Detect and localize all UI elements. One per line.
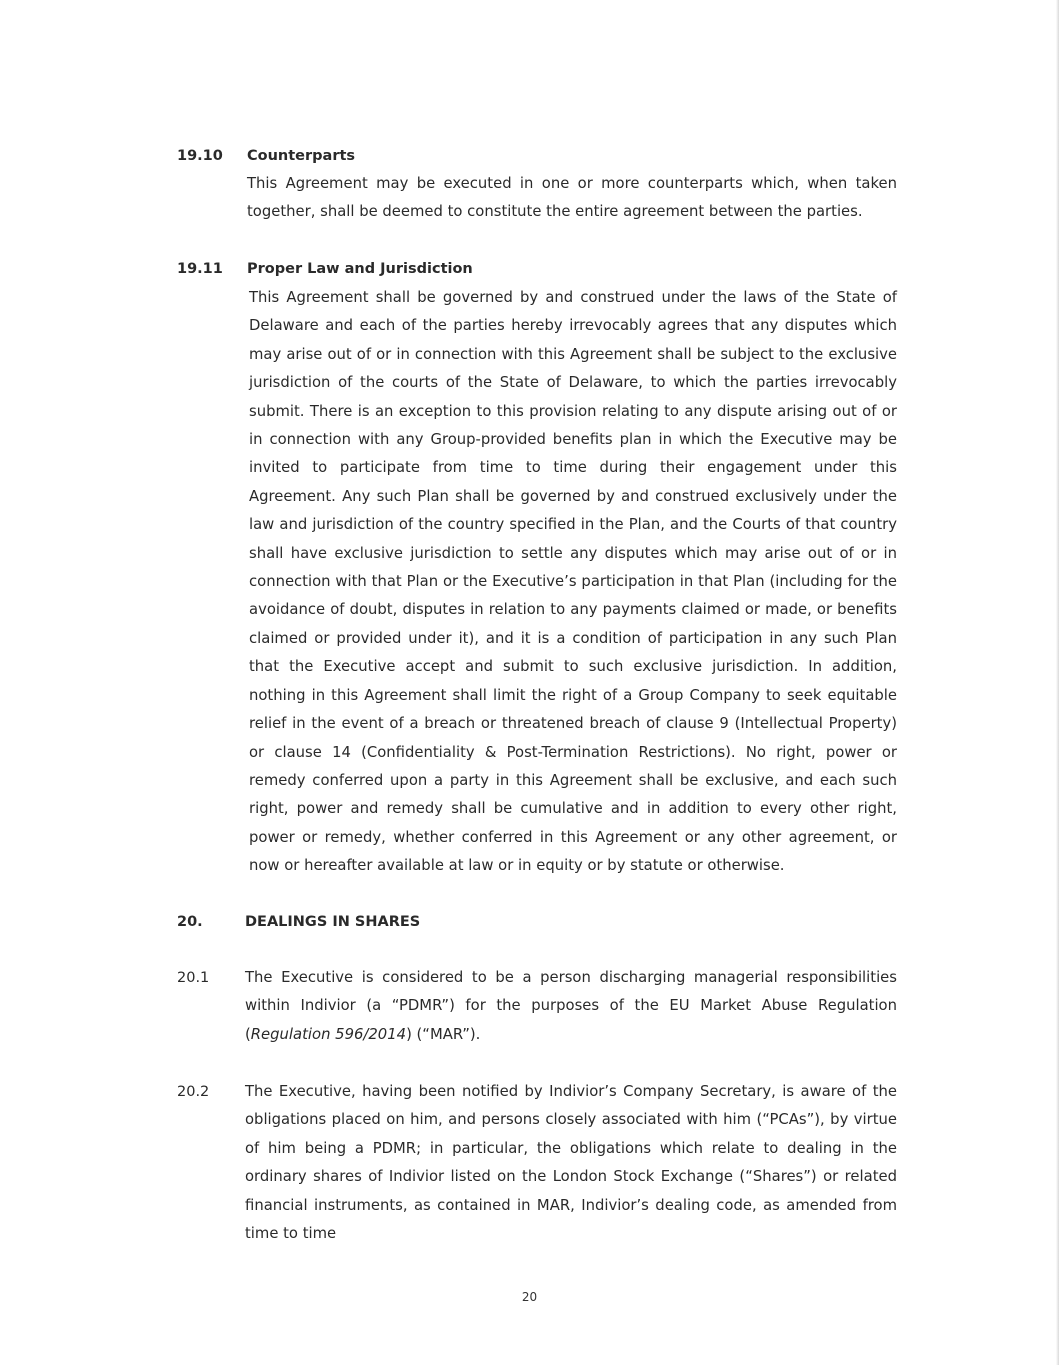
clause-body-20-1 — [245, 964, 897, 1049]
clause-body-20-1-regulation: Regulation 596/2014 — [250, 1025, 407, 1043]
clause-body-19-11: This Agreement shall be governed by and construed under the laws of the State of Delaware and each of the parties hereby irrevocably agrees that any disputes which may arise out of or in connection with this Agreement shall be subject to the exclusive jurisdiction of the courts of the State of Delaware, to which the parties irrevocably submit. There is an exception to this provision relating to any dispute arising out of or in connection with any Group-provided benefits plan in which the Executive may be invited to participate from time to time during their engagement under this Agreement. Any such Plan shall be governed by and construed exclusively under the law and jurisdiction of the country specified in the Plan, and the Courts of that country shall have exclusive jurisdiction to settle any disputes which may arise out of or in connection with that Plan or the Executive’s participation in that Plan (including for the avoidance of doubt, disputes in relation to any payments claimed or made, or benefits claimed or provided under it), and it is a condition of participation in any such Plan that the Executive accept and submit to such exclusive jurisdiction. In addition, nothing in this Agreement shall limit the right of a Group Company to seek equitable relief in the event of a breach or threatened breach of clause 9 (Intellectual Property) or clause 14 (Confidentiality & Post-Termination Restrictions). No right, power or remedy conferred upon a party in this Agreement shall be exclusive, and each such right, power and remedy shall be cumulative and in addition to every other right, power or remedy, whether conferred in this Agreement or any other agreement, or now or hereafter available at law or in equity or by statute or otherwise. — [249, 289, 897, 875]
page-number: 20 — [521, 1290, 538, 1304]
clause-body-20-1-text-b: ) (“MAR”). — [406, 1025, 481, 1043]
clause-number-19-10: 19.10 — [177, 148, 223, 164]
clause-number-19-11: 19.11 — [177, 261, 223, 277]
clause-heading-counterparts: Counterparts — [247, 148, 356, 164]
clause-number-20: 20. — [177, 914, 203, 930]
clause-number-20-1: 20.1 — [177, 970, 210, 986]
clause-body-20-1-text-a: The Executive is considered to be a person discharging managerial responsibilities within Indivior (a “PDMR”) for the purposes of the EU Market Abuse Regulation ( — [245, 969, 897, 1043]
clause-number-20-2: 20.2 — [177, 1084, 210, 1100]
clause-body-20-2: The Executive, having been notified by Indivior’s Company Secretary, is aware of the obligations placed on him, and persons closely associated with him (“PCAs”), by virtue of him being a PDMR; in particular, the obligations which relate to dealing in the ordinary shares of Indivior listed on the London Stock Exchange (“Shares”) or related financial instruments, as contained in MAR, Indivior’s dealing code, as amended from time to time — [245, 1083, 897, 1243]
clause-heading-proper-law: Proper Law and Jurisdiction — [247, 261, 473, 277]
section-heading-dealings-in-shares: DEALINGS IN SHARES — [245, 914, 421, 930]
clause-body-19-10: This Agreement may be executed in one or more counterparts which, when taken together, shall be deemed to constitute the entire agreement between the parties. — [247, 175, 897, 221]
